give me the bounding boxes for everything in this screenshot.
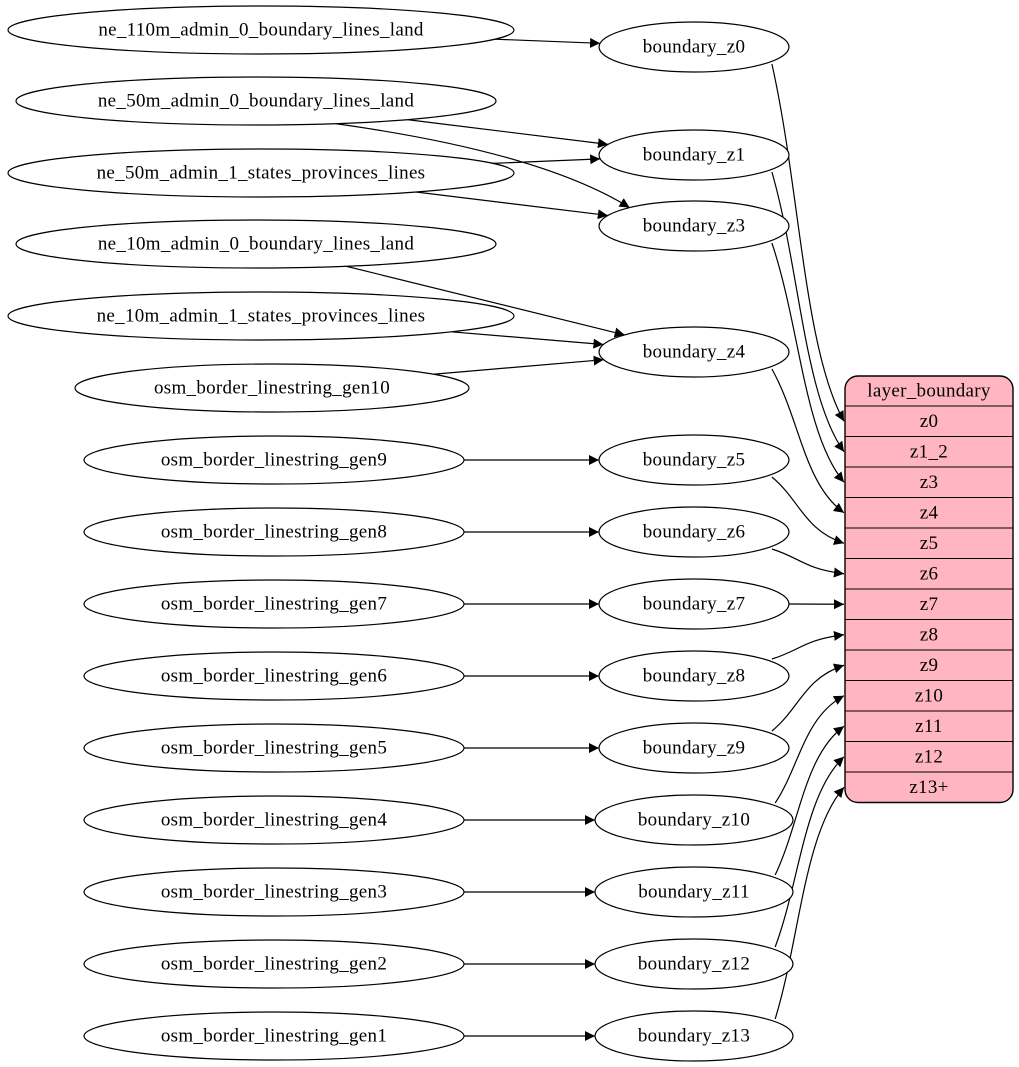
table-row-z3: z3 [919, 471, 939, 493]
source-node-label: ne_10m_admin_0_boundary_lines_land [97, 233, 415, 255]
transform-node-label: boundary_z8 [642, 665, 746, 687]
transform-node-label: boundary_z12 [637, 953, 751, 975]
source-nodes-layer [8, 6, 514, 1060]
table-row-z7: z7 [919, 593, 939, 615]
transform-node-boundary_z7 [599, 579, 789, 629]
source-node-ne_50m_admin_1_states_provinces_lines [8, 149, 514, 197]
transform-node-label: boundary_z6 [642, 521, 746, 543]
source-node-ne_10m_admin_1_states_provinces_lines [8, 292, 514, 340]
source-node-label: osm_border_linestring_gen2 [160, 953, 388, 975]
table-row-z8: z8 [919, 624, 939, 646]
transform-node-label: boundary_z0 [642, 36, 746, 58]
source-node-label: osm_border_linestring_gen10 [153, 377, 391, 399]
source-node-osm_border_linestring_gen4 [84, 796, 464, 844]
transform-node-label: boundary_z11 [638, 881, 750, 903]
source-node-osm_border_linestring_gen1 [84, 1012, 464, 1060]
source-node-label: osm_border_linestring_gen3 [160, 881, 388, 903]
source-node-osm_border_linestring_gen7 [84, 580, 464, 628]
edge-boundary_z1-to-row-z1_2 [772, 172, 844, 452]
transform-node-boundary_z8 [599, 651, 789, 701]
source-node-label: ne_50m_admin_0_boundary_lines_land [97, 90, 415, 112]
transform-node-boundary_z9 [599, 723, 789, 773]
transform-node-boundary_z1 [599, 130, 789, 180]
table-row-z6: z6 [919, 563, 939, 585]
transform-node-boundary_z4 [599, 327, 789, 377]
transform-node-boundary_z11 [595, 867, 793, 917]
transform-node-label: boundary_z5 [642, 449, 746, 471]
transform-node-boundary_z6 [599, 507, 789, 557]
edge-ne_10m_admin_1_states_provinces_lines-to-boundary_z4 [451, 332, 603, 345]
source-node-ne_50m_admin_0_boundary_lines_land [16, 77, 496, 125]
transform-node-boundary_z13 [595, 1011, 793, 1061]
table-row-z1_2: z1_2 [909, 441, 949, 463]
table-row-z5: z5 [919, 532, 939, 554]
source-node-label: osm_border_linestring_gen6 [160, 665, 388, 687]
transform-node-label: boundary_z4 [642, 341, 746, 363]
edge-ne_50m_admin_1_states_provinces_lines-to-boundary_z3 [416, 192, 608, 215]
source-node-ne_110m_admin_0_boundary_lines_land [8, 6, 514, 54]
source-node-label: osm_border_linestring_gen8 [160, 521, 388, 543]
table-row-z4: z4 [919, 502, 939, 524]
source-node-label: ne_50m_admin_1_states_provinces_lines [96, 162, 426, 184]
table-row-z11: z11 [915, 715, 943, 737]
edge-ne_50m_admin_1_states_provinces_lines-to-boundary_z1 [493, 159, 600, 163]
edge-boundary_z4-to-row-z4 [772, 369, 844, 513]
source-node-label: ne_10m_admin_1_states_provinces_lines [96, 305, 426, 327]
edge-boundary_z6-to-row-z6 [772, 549, 844, 574]
transform-node-label: boundary_z9 [642, 737, 746, 759]
source-node-label: osm_border_linestring_gen5 [160, 737, 388, 759]
table-row-z10: z10 [914, 685, 944, 707]
transform-node-label: boundary_z10 [637, 809, 751, 831]
table-row-z13+: z13+ [909, 776, 949, 798]
transform-node-boundary_z5 [599, 435, 789, 485]
transform-node-boundary_z3 [599, 201, 789, 251]
source-node-label: osm_border_linestring_gen1 [160, 1025, 388, 1047]
edge-osm_border_linestring_gen10-to-boundary_z4 [433, 360, 603, 375]
transform-node-boundary_z10 [595, 795, 793, 845]
source-node-osm_border_linestring_gen5 [84, 724, 464, 772]
layer-table [845, 376, 1013, 803]
transform-nodes-layer [595, 22, 793, 1061]
table-row-z12: z12 [914, 746, 944, 768]
source-node-label: ne_110m_admin_0_boundary_lines_land [98, 19, 424, 41]
source-node-label: osm_border_linestring_gen9 [160, 449, 388, 471]
edge-ne_110m_admin_0_boundary_lines_land-to-boundary_z0 [495, 39, 600, 43]
transform-node-label: boundary_z7 [642, 593, 746, 615]
transform-node-label: boundary_z1 [642, 144, 746, 166]
source-node-ne_10m_admin_0_boundary_lines_land [16, 220, 496, 268]
transform-node-label: boundary_z3 [642, 215, 746, 237]
source-node-label: osm_border_linestring_gen7 [160, 593, 388, 615]
transform-node-label: boundary_z13 [637, 1025, 751, 1047]
table-row-z9: z9 [919, 654, 939, 676]
source-node-osm_border_linestring_gen2 [84, 940, 464, 988]
edge-boundary_z3-to-row-z3 [772, 243, 844, 482]
transform-node-boundary_z0 [599, 22, 789, 72]
edge-boundary_z0-to-row-z0 [772, 64, 844, 421]
table-row-z0: z0 [919, 410, 939, 432]
edge-boundary_z8-to-row-z8 [772, 635, 844, 659]
source-node-osm_border_linestring_gen6 [84, 652, 464, 700]
source-node-osm_border_linestring_gen9 [84, 436, 464, 484]
source-node-osm_border_linestring_gen10 [75, 364, 469, 412]
source-node-osm_border_linestring_gen3 [84, 868, 464, 916]
source-node-osm_border_linestring_gen8 [84, 508, 464, 556]
source-node-label: osm_border_linestring_gen4 [160, 809, 388, 831]
layer-table-title: layer_boundary [867, 380, 991, 402]
transform-node-boundary_z12 [595, 939, 793, 989]
